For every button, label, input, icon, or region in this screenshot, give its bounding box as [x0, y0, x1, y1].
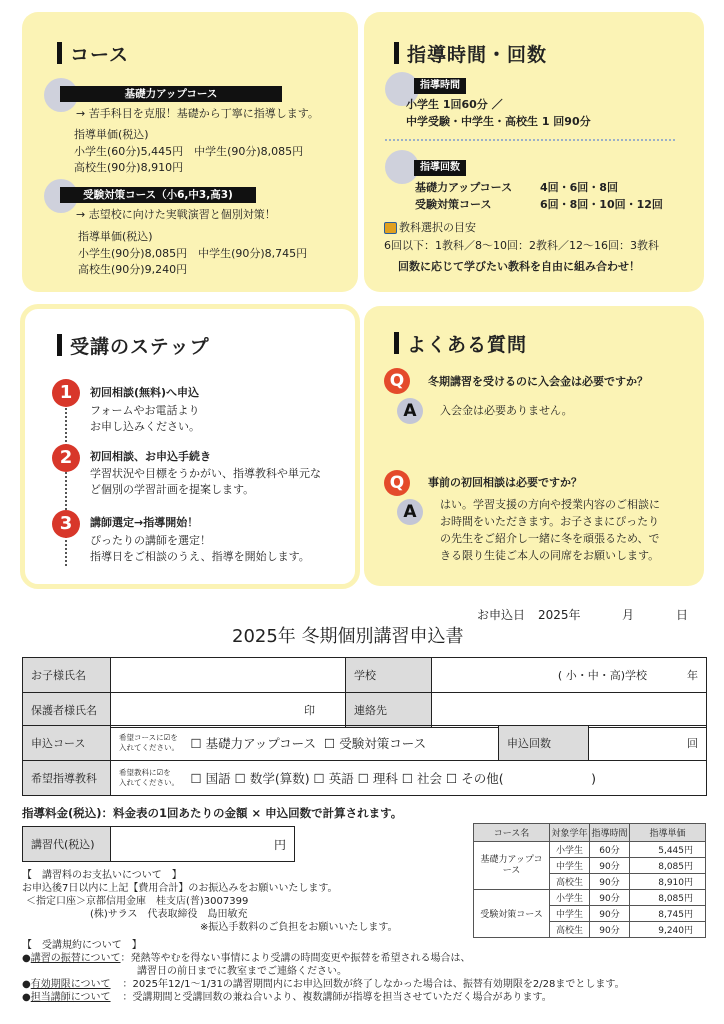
table-cell: 中学生 [550, 906, 590, 922]
faq-answer: きる限り生徒ご本人の同席をお願いします。 [440, 549, 660, 562]
step-head: 初回相談、お申込手続き [90, 450, 211, 463]
exam-price-line1: 小学生(90分)8,085円 中学生(90分)8,745円 [78, 247, 308, 260]
terms-item [22, 952, 471, 965]
step-text: ど個別の学習計画を提案します。 [90, 483, 255, 496]
fee-label: 講習代(税込) [23, 827, 111, 862]
school-hint: ( 小・中・高)学校 [557, 669, 647, 682]
fee-headline: 指導料金(税込)：料金表の1回あたりの金額 × 申込回数で計算されます。 [22, 806, 403, 820]
subject-hint-line: 入れてください。 [119, 778, 179, 787]
payment-line: お申込後7日以内に上記【費用合計】のお振込みをお願いいたします。 [22, 883, 338, 894]
form-title: 2025年 冬期個別講習申込書 [232, 626, 464, 647]
terms-item [22, 978, 625, 991]
course-hint-line: 希望コースに☑を [119, 733, 178, 742]
step-text: 指導日をご相談のうえ、指導を開始します。 [90, 550, 310, 563]
contact-label: 連絡先 [346, 693, 432, 728]
school-label: 学校 [346, 658, 432, 693]
basic-price-line1: 小学生(60分)5,445円 中学生(90分)8,085円 [74, 145, 304, 158]
payment-line: ※振込手数料のご負担をお願いいたします。 [200, 922, 398, 933]
date-label: お申込日 [477, 608, 526, 622]
count-tag: 指導回数 [414, 160, 466, 176]
table-cell: 90分 [590, 890, 630, 906]
payment-title: 【 講習料のお支払いについて 】 [22, 870, 182, 881]
terms-text: ：発熱等やむを得ない事情により受講の時間変更や振替を希望される場合は、 [120, 953, 471, 964]
child-name-field[interactable] [111, 658, 346, 693]
step-head: 講師選定→指導開始！ [90, 516, 199, 529]
payment-line: (株)サラス 代表取締役 島田敏充 [90, 909, 248, 920]
fee-field[interactable] [111, 827, 295, 862]
seal-mark: 印 [304, 704, 315, 717]
time-title: 指導時間・回数 [407, 40, 547, 67]
course-label: 申込コース [23, 726, 111, 761]
exam-course-tag: 受験対策コース（小6,中3,高3) [60, 187, 256, 203]
count-basic-val: 4回・6回・8回 [540, 181, 618, 194]
count-basic-name: 基礎力アップコース [415, 181, 513, 194]
table-row [474, 842, 706, 858]
terms-text: ：2025年12/1〜1/31の講習期間内にお申込回数が終了しなかった場合は、振替有効期限を2/28までとします。 [122, 979, 625, 990]
question-mark: Q [384, 368, 410, 394]
basic-course-tag: 基礎力アップコース [60, 86, 282, 102]
subject-line: 6回以下：1教科／8〜10回：2教科／12〜16回：3教科 [384, 239, 659, 252]
count-exam-val: 6回・8回・10回・12回 [540, 198, 663, 211]
terms-link-teacher[interactable]: 担当講師について [30, 992, 111, 1003]
steps-title: 受講のステップ [70, 332, 210, 359]
divider [385, 139, 675, 141]
table-cell: 9,240円 [630, 922, 706, 938]
fee-unit: 円 [273, 837, 286, 852]
child-name-label: お子様氏名 [23, 658, 111, 693]
price-table-header: 対象学年 [550, 824, 590, 842]
answer-mark: A [397, 499, 423, 525]
bullet: ● [22, 979, 31, 990]
table-cell: 8,085円 [630, 890, 706, 906]
subject-hint-line: 希望教科に☑を [119, 768, 171, 777]
table-cell: 中学生 [550, 858, 590, 874]
table-cell: 5,445円 [630, 842, 706, 858]
exam-price-title: 指導単価(税込) [78, 230, 153, 243]
school-field[interactable] [432, 658, 707, 693]
price-table [473, 823, 706, 938]
time-line1: 小学生 1回60分 ／ [406, 98, 503, 111]
faq-answer: の先生をご紹介し一緒に冬を頑張るため、で [440, 532, 660, 545]
guardian-name-field[interactable] [111, 693, 346, 728]
table-cell: 高校生 [550, 922, 590, 938]
table-cell: 8,085円 [630, 858, 706, 874]
course-hint-line: 入れてください。 [119, 743, 179, 752]
faq-question: 事前の初回相談は必要ですか？ [428, 476, 582, 489]
contact-field[interactable] [432, 693, 707, 728]
price-table-course: 基礎力アップコース [474, 842, 550, 890]
table-cell: 60分 [590, 842, 630, 858]
faq-answer: 入会金は必要ありません。 [440, 404, 573, 417]
table-cell: 90分 [590, 874, 630, 890]
course-options [191, 726, 499, 761]
exam-price-line2: 高校生(90分)9,240円 [78, 263, 188, 276]
basic-price-title: 指導単価(税込) [74, 128, 149, 141]
table-cell: 8,910円 [630, 874, 706, 890]
terms-title: 【 受講規約について 】 [22, 940, 142, 951]
table-cell: 高校生 [550, 874, 590, 890]
count-field[interactable] [589, 726, 707, 761]
step-text: 学習状況や目標をうかがい、指導教科や単元な [90, 467, 321, 480]
table-cell: 小学生 [550, 890, 590, 906]
count-exam-name: 受験対策コース [415, 198, 492, 211]
faq-question: 冬期講習を受けるのに入会金は必要ですか？ [428, 375, 648, 388]
price-table-header: 指導単価 [630, 824, 706, 842]
faq-title: よくある質問 [407, 330, 527, 357]
price-table-header: 指導時間 [590, 824, 630, 842]
fee-box [22, 826, 295, 862]
table-cell: 90分 [590, 858, 630, 874]
exam-course-desc: → 志望校に向けた実戦演習と個別対策！ [76, 208, 276, 221]
step-head: 初回相談(無料)へ申込 [90, 386, 200, 399]
bullet: ● [22, 992, 31, 1003]
count-label: 申込回数 [499, 726, 589, 761]
date-month[interactable]: 月 [622, 608, 635, 622]
time-line2: 中学受験・中学生・高校生 1 回90分 [406, 115, 591, 128]
faq-answer: お時間をいただきます。お子さまにぴったり [440, 515, 660, 528]
basic-price-line2: 高校生(90分)8,910円 [74, 161, 184, 174]
step-number: 3 [52, 510, 80, 538]
application-form [22, 657, 707, 728]
step-number: 1 [52, 379, 80, 407]
application-form-course [22, 725, 707, 796]
grade-unit: 年 [687, 669, 698, 682]
subject-title: 教科選択の目安 [399, 221, 476, 234]
bullet: ● [22, 953, 31, 964]
price-table-course: 受験対策コース [474, 890, 550, 938]
price-table-header: コース名 [474, 824, 550, 842]
table-row [474, 890, 706, 906]
terms-link-transfer[interactable]: 講習の振替について [30, 953, 121, 964]
time-tag: 指導時間 [414, 78, 466, 94]
book-icon [384, 222, 397, 234]
faq-answer: はい。学習支援の方向や授業内容のご相談に [440, 498, 660, 511]
count-unit: 回 [687, 737, 698, 750]
table-cell: 小学生 [550, 842, 590, 858]
terms-text: 講習日の前日までに教室までご連絡ください。 [137, 966, 347, 977]
steps-connector [65, 400, 67, 566]
answer-mark: A [397, 398, 423, 424]
course-title: コース [70, 40, 129, 67]
date-day[interactable]: 日 [676, 608, 689, 622]
subject-hint [111, 761, 191, 796]
step-text: フォームやお電話より [90, 404, 200, 417]
table-cell: 90分 [590, 906, 630, 922]
subject-note: 回数に応じて学びたい教科を自由に組み合わせ！ [398, 260, 640, 273]
guardian-name-label: 保護者様氏名 [23, 693, 111, 728]
basic-course-desc: → 苦手科目を克服！基礎から丁寧に指導します。 [76, 107, 319, 120]
subject-options[interactable]: ☐ 国語 ☐ 数学(算数) ☐ 英語 ☐ 理科 ☐ 社会 ☐ その他( ) [191, 761, 707, 796]
course-option-basic[interactable]: ☐ 基礎力アップコース [190, 736, 317, 751]
step-text: お申し込みください。 [90, 420, 200, 433]
table-cell: 8,745円 [630, 906, 706, 922]
terms-link-expiry[interactable]: 有効期限について [30, 979, 111, 990]
terms-text: ：受講期間と受講回数の兼ね合いより、複数講師が指導を担当させていただく場合があります。 [122, 992, 552, 1003]
date-year[interactable]: 2025年 [538, 608, 581, 622]
course-hint [111, 726, 191, 761]
table-cell: 90分 [590, 922, 630, 938]
step-text: ぴったりの講師を選定！ [90, 534, 211, 547]
terms-item [22, 991, 552, 1004]
course-option-exam[interactable]: ☐ 受験対策コース [324, 736, 427, 751]
payment-line: ＜指定口座＞京都信用金庫 桂支店(普)3007399 [26, 896, 249, 907]
step-number: 2 [52, 444, 80, 472]
question-mark: Q [384, 470, 410, 496]
subject-label: 希望指導教科 [23, 761, 111, 796]
